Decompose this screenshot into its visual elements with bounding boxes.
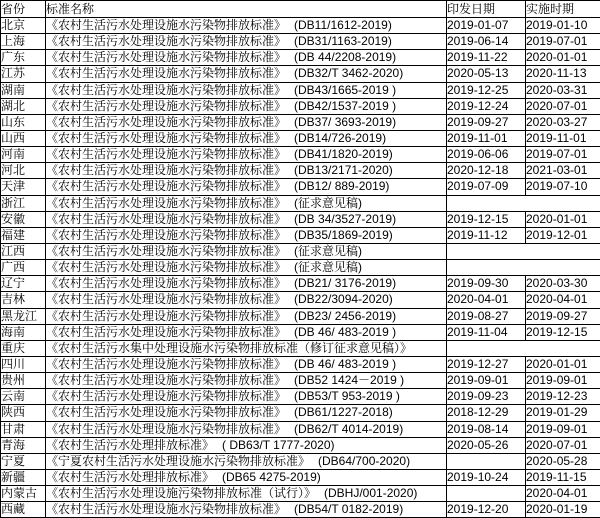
standard-code-text: (DB23/ 2456-2019): [294, 308, 397, 323]
cell-province: 贵州: [1, 373, 46, 389]
cell-province: 广东: [1, 50, 46, 66]
standard-name-text: 《农村生活污水处理设施水污染物排放标准》: [46, 50, 287, 65]
standard-code-text: (DB21/ 3176-2019): [294, 276, 397, 291]
cell-issue-date: 2019-12-27: [447, 356, 526, 372]
cell-province: 新疆: [1, 469, 46, 485]
cell-impl-date: 2020-04-01: [526, 486, 600, 502]
cell-standard-name: [46, 18, 447, 34]
table-row: [1, 243, 600, 259]
cell-issue-date: 2019-08-27: [447, 308, 526, 324]
cell-province: 上海: [1, 34, 46, 50]
standard-code-text: (征求意见稿): [294, 260, 363, 275]
cell-issue-date: 2019-12-24: [447, 98, 526, 114]
table-row: [1, 260, 600, 276]
cell-standard-name: [46, 469, 447, 485]
cell-dates-blank: [447, 260, 600, 276]
table-row: [1, 469, 600, 485]
cell-province: 西藏: [1, 502, 46, 518]
cell-province: 广西: [1, 260, 46, 276]
table-row: [1, 130, 600, 146]
table-body: [1, 18, 600, 518]
cell-impl-date: 2020-03-30: [526, 276, 600, 292]
standard-name-text: 《农村生活污水处理设施水污染物排放标准》: [46, 114, 287, 129]
cell-issue-date: 2018-12-29: [447, 405, 526, 421]
cell-standard-name: [46, 114, 447, 130]
cell-standard-name: [46, 486, 447, 502]
cell-issue-date: 2019-08-14: [447, 421, 526, 437]
cell-issue-date: 2019-11-22: [447, 50, 526, 66]
cell-issue-date: 2019-09-27: [447, 114, 526, 130]
cell-dates-blank: [447, 243, 600, 259]
table-row: [1, 98, 600, 114]
standard-name-text: 《农村生活污水处理设施水污染物排放标准》: [46, 308, 287, 323]
cell-impl-date: 2020-01-01: [526, 50, 600, 66]
standard-code-text: ( DB63/T 1777-2020): [222, 437, 335, 452]
cell-province: 河北: [1, 163, 46, 179]
standard-name-text: 《农村生活污水处理设施水污染物排放标准》: [46, 18, 287, 33]
table-row: [1, 324, 600, 340]
table-row: [1, 147, 600, 163]
standard-code-text: (DB42/1537-2019 ): [294, 98, 397, 113]
cell-province: 甘肃: [1, 421, 46, 437]
table-row: [1, 163, 600, 179]
cell-issue-date: [447, 453, 526, 469]
standard-code-text: (DB41/1820-2019): [294, 147, 393, 162]
cell-impl-date: 2020-05-28: [526, 453, 600, 469]
cell-province: 河南: [1, 147, 46, 163]
standard-name-text: 《农村生活污水处理设施水污染物排放标准》: [46, 227, 287, 242]
cell-standard-name: [46, 389, 447, 405]
table-row: [1, 486, 600, 502]
cell-issue-date: 2019-07-09: [447, 179, 526, 195]
table-row: [1, 437, 600, 453]
standard-name-text: 《农村生活污水处理设施水污染物排放标准》: [46, 66, 287, 81]
cell-issue-date: 2019-10-24: [447, 469, 526, 485]
standard-code-text: (DB31/1163-2019): [294, 34, 392, 49]
standard-name-text: 《农村生活污水处理设施水污染物排放标准》: [46, 34, 287, 49]
cell-impl-date: 2020-07-01: [526, 98, 600, 114]
cell-issue-date: 2019-06-14: [447, 34, 526, 50]
table-row: [1, 340, 600, 356]
standard-name-text: 《农村生活污水处理设施水污染物排放标准》: [46, 98, 287, 113]
standard-name-text: 《农村生活污水处理设施水污染物排放标准》: [46, 82, 287, 97]
standard-code-text: (DB53/T 953-2019 ): [294, 389, 400, 404]
table-row: [1, 502, 600, 518]
cell-impl-date: 2019-01-29: [526, 405, 600, 421]
cell-impl-date: 2019-11-01: [526, 130, 600, 146]
standard-code-text: (DB 46/ 483-2019 ): [294, 324, 397, 339]
table-row: [1, 276, 600, 292]
cell-impl-date: 2020-01-19: [526, 502, 600, 518]
cell-province: 福建: [1, 227, 46, 243]
standard-name-text: 《宁夏农村生活污水处理设施水污染物排放标准》: [46, 453, 311, 468]
table-row: [1, 50, 600, 66]
standard-code-text: (DB13/2171-2020): [294, 163, 393, 178]
standard-code-text: (征求意见稿): [294, 244, 363, 259]
table-row: [1, 405, 600, 421]
cell-standard-name: [46, 179, 447, 195]
table-header: [1, 1, 600, 18]
cell-impl-date: 2019-07-10: [526, 179, 600, 195]
standard-code-text: (DB22/3094-2020): [294, 292, 393, 307]
cell-province: 海南: [1, 324, 46, 340]
cell-dates-blank: [447, 340, 600, 356]
cell-impl-date: 2020-03-31: [526, 82, 600, 98]
table-row: [1, 34, 600, 50]
cell-standard-name: [46, 437, 447, 453]
table-row: [1, 18, 600, 34]
table-row: [1, 389, 600, 405]
standard-name-text: 《农村生活污水处理设施水污染物排放标准》: [46, 421, 287, 436]
cell-standard-name: [46, 340, 447, 356]
standard-name-text: 《农村生活污水处理设施水污染物排放标准》: [46, 276, 287, 291]
cell-issue-date: 2019-09-01: [447, 373, 526, 389]
standard-code-text: (DB61/1227-2018): [294, 405, 393, 420]
cell-standard-name: [46, 82, 447, 98]
table-row: [1, 114, 600, 130]
cell-province: 浙江: [1, 195, 46, 211]
cell-standard-name: [46, 50, 447, 66]
cell-province: 江西: [1, 243, 46, 259]
standard-name-text: 《农村生活污水处理设施水污染物排放标准》: [46, 389, 287, 404]
cell-impl-date: 2020-01-01: [526, 211, 600, 227]
cell-issue-date: 2020-04-01: [447, 292, 526, 308]
cell-province: 天津: [1, 179, 46, 195]
standard-name-text: 《农村生活污水处理设施水污染物排放标准》: [46, 373, 287, 388]
cell-issue-date: 2019-11-12: [447, 227, 526, 243]
standard-name-text: 《农村生活污水集中处理设施水污染物排放标准（修订征求意见稿）》: [46, 340, 413, 355]
cell-province: 黑龙江: [1, 308, 46, 324]
table-row: [1, 421, 600, 437]
standard-code-text: (DB54/T 0182-2019): [294, 502, 404, 517]
standard-code-text: (DB43/1665-2019 ): [294, 82, 397, 97]
cell-issue-date: 2020-05-13: [447, 66, 526, 82]
cell-province: 安徽: [1, 211, 46, 227]
cell-standard-name: [46, 502, 447, 518]
table-row: [1, 82, 600, 98]
cell-standard-name: [46, 195, 447, 211]
cell-impl-date: 2019-12-23: [526, 389, 600, 405]
cell-standard-name: [46, 373, 447, 389]
standard-code-text: (DB11/1612-2019): [294, 18, 392, 33]
standard-name-text: 《农村生活污水处理设施水污染物排放标准》: [46, 147, 287, 162]
standard-code-text: (DB32/T 3462-2020): [294, 66, 404, 81]
standard-name-text: 《农村生活污水处理设施水污染物排放标准》: [46, 405, 287, 420]
standard-name-text: 《农村生活污水处理设施污染物排放标准（试行）》: [46, 486, 317, 501]
cell-issue-date: 2020-05-26: [447, 437, 526, 453]
cell-standard-name: [46, 324, 447, 340]
cell-issue-date: 2019-09-30: [447, 276, 526, 292]
cell-province: 吉林: [1, 292, 46, 308]
standard-code-text: (DB14/726-2019): [294, 131, 387, 146]
cell-province: 云南: [1, 389, 46, 405]
cell-province: 重庆: [1, 340, 46, 356]
col-header-impl-date: 实施时期: [526, 1, 600, 18]
cell-issue-date: 2019-12-15: [447, 211, 526, 227]
cell-province: 四川: [1, 356, 46, 372]
col-header-issue-date: 印发日期: [447, 1, 526, 18]
standard-code-text: (征求意见稿): [294, 195, 363, 210]
table-row: [1, 211, 600, 227]
cell-province: 陕西: [1, 405, 46, 421]
col-header-province: 省份: [1, 1, 46, 18]
standard-code-text: (DB52 1424－2019 ): [294, 373, 405, 388]
table-row: [1, 356, 600, 372]
standard-code-text: (DB 44/2208-2019): [294, 50, 397, 65]
cell-standard-name: [46, 405, 447, 421]
standard-name-text: 《农村生活污水处理设施水污染物排放标准》: [46, 324, 287, 339]
cell-province: 湖南: [1, 82, 46, 98]
cell-standard-name: [46, 308, 447, 324]
cell-issue-date: 2019-11-01: [447, 130, 526, 146]
table-row: [1, 373, 600, 389]
standard-name-text: 《农村生活污水处理排放标准》: [46, 437, 215, 452]
cell-standard-name: [46, 276, 447, 292]
standard-name-text: 《农村生活污水处理设施水污染物排放标准》: [46, 195, 287, 210]
cell-standard-name: [46, 163, 447, 179]
cell-province: 山东: [1, 114, 46, 130]
standard-code-text: (DB62/T 4014-2019): [294, 421, 404, 436]
standard-name-text: 《农村生活污水处理设施水污染物排放标准》: [46, 211, 287, 226]
cell-province: 宁夏: [1, 453, 46, 469]
cell-impl-date: 2020-07-01: [526, 437, 600, 453]
standard-name-text: 《农村生活污水处理设施水污染物排放标准》: [46, 502, 287, 517]
cell-issue-date: 2019-01-07: [447, 18, 526, 34]
standard-code-text: (DBHJ/001-2020): [324, 486, 418, 501]
cell-standard-name: [46, 243, 447, 259]
standard-name-text: 《农村生活污水处理设施水污染物排放标准》: [46, 244, 287, 259]
cell-dates-blank: [447, 195, 600, 211]
cell-issue-date: 2020-12-18: [447, 163, 526, 179]
cell-impl-date: 2019-07-01: [526, 147, 600, 163]
cell-issue-date: [447, 486, 526, 502]
table-row: [1, 453, 600, 469]
cell-impl-date: 2019-09-01: [526, 373, 600, 389]
table-row: [1, 66, 600, 82]
standard-code-text: (DB64/700-2020): [318, 453, 411, 468]
cell-standard-name: [46, 453, 447, 469]
standard-code-text: (DB65 4275-2019): [222, 470, 321, 484]
table-row: [1, 195, 600, 211]
cell-standard-name: [46, 147, 447, 163]
cell-issue-date: 2019-06-06: [447, 147, 526, 163]
standard-code-text: (DB 34/3527-2019): [294, 211, 397, 226]
standard-name-text: 《农村生活污水处理排放标准》: [46, 470, 215, 484]
header-row: [1, 1, 600, 18]
standard-name-text: 《农村生活污水处理设施水污染物排放标准》: [46, 260, 287, 275]
cell-issue-date: 2019-11-04: [447, 324, 526, 340]
cell-impl-date: 2020-11-13: [526, 66, 600, 82]
standard-name-text: 《农村生活污水处理设施水污染物排放标准》: [46, 163, 287, 178]
table-row: [1, 308, 600, 324]
cell-issue-date: 2019-09-23: [447, 389, 526, 405]
cell-standard-name: [46, 292, 447, 308]
cell-province: 青海: [1, 437, 46, 453]
cell-standard-name: [46, 260, 447, 276]
cell-province: 北京: [1, 18, 46, 34]
cell-standard-name: [46, 66, 447, 82]
cell-province: 内蒙古: [1, 486, 46, 502]
cell-province: 江苏: [1, 66, 46, 82]
cell-impl-date: 2019-11-15: [526, 469, 600, 485]
cell-impl-date: 2020-03-27: [526, 114, 600, 130]
cell-standard-name: [46, 98, 447, 114]
cell-standard-name: [46, 421, 447, 437]
cell-impl-date: 2019-09-27: [526, 308, 600, 324]
cell-province: 山西: [1, 130, 46, 146]
standard-code-text: (DB35/1869-2019): [294, 227, 393, 242]
cell-impl-date: 2019-01-10: [526, 18, 600, 34]
cell-impl-date: 2019-12-15: [526, 324, 600, 340]
cell-province: 湖北: [1, 98, 46, 114]
cell-province: 辽宁: [1, 276, 46, 292]
standard-code-text: (DB37/ 3693-2019): [294, 114, 397, 129]
cell-standard-name: [46, 211, 447, 227]
cell-impl-date: 2020-01-01: [526, 356, 600, 372]
table-row: [1, 292, 600, 308]
cell-standard-name: [46, 227, 447, 243]
standard-code-text: (DB 46/ 483-2019 ): [294, 357, 397, 372]
standard-name-text: 《农村生活污水处理设施水污染物排放标准》: [46, 131, 287, 146]
standard-name-text: 《农村生活污水处理设施水污染物排放标准》: [46, 292, 287, 307]
cell-impl-date: 2020-04-01: [526, 292, 600, 308]
standard-name-text: 《农村生活污水处理设施水污染物排放标准》: [46, 179, 287, 194]
table-row: [1, 179, 600, 195]
standard-code-text: (DB12/ 889-2019): [294, 179, 390, 194]
cell-standard-name: [46, 34, 447, 50]
cell-issue-date: 2019-12-25: [447, 82, 526, 98]
cell-impl-date: 2019-12-01: [526, 227, 600, 243]
col-header-standard-name: 标准名称: [46, 1, 447, 18]
cell-issue-date: 2019-12-20: [447, 502, 526, 518]
standard-name-text: 《农村生活污水处理设施水污染物排放标准》: [46, 357, 287, 372]
cell-standard-name: [46, 356, 447, 372]
cell-standard-name: [46, 130, 447, 146]
table-row: [1, 227, 600, 243]
cell-impl-date: 2019-07-01: [526, 34, 600, 50]
cell-impl-date: 2019-09-01: [526, 421, 600, 437]
cell-impl-date: 2021-03-01: [526, 163, 600, 179]
